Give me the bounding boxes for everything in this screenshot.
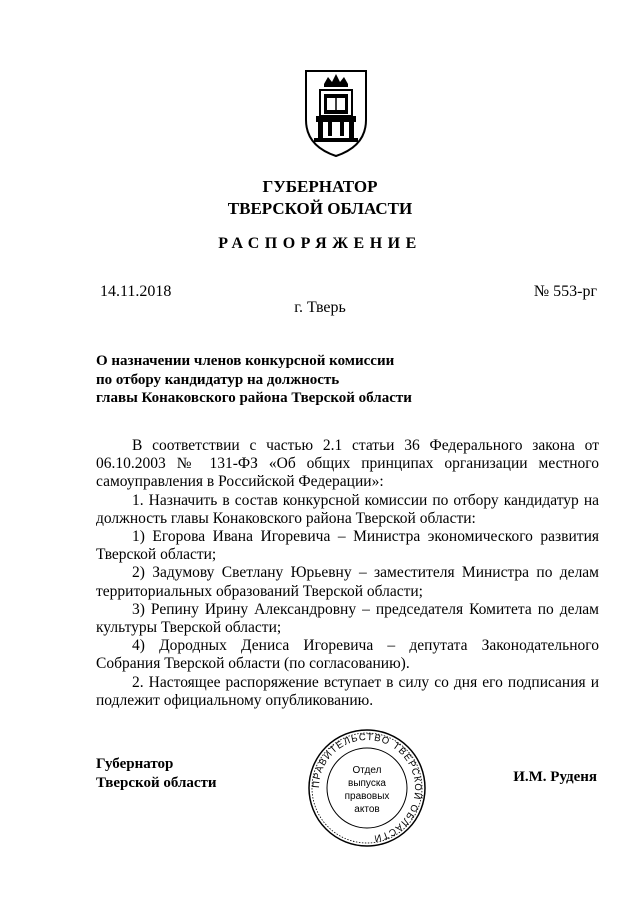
signatory-position: [96, 755, 217, 793]
body-paragraph: 2. Настоящее распоряжение вступает в силу со дня его подписания и подлежит официальному опубликованию.: [96, 673, 599, 709]
document-body: [96, 437, 599, 710]
issuer-title-line2: ТВЕРСКОЙ ОБЛАСТИ: [227, 199, 413, 218]
stamp-center-line: Отдел: [352, 765, 382, 776]
document-city: г. Тверь: [294, 299, 346, 316]
body-paragraph: 1) Егорова Ивана Игоревича – Министра экономического развития Тверской области;: [96, 528, 599, 564]
signatory-name: И.М. Руденя: [513, 769, 597, 785]
document-date: 14.11.2018: [100, 283, 172, 300]
stamp-center-line: правовых: [344, 791, 390, 802]
subject-line: О назначении членов конкурсной комиссии: [96, 353, 395, 369]
body-paragraph: В соответствии с частью 2.1 статьи 36 Федерального закона от 06.10.2003 № 131-ФЗ «Об общих принципах организации местного самоуправления в Российской Федерации»:: [96, 437, 599, 491]
issuer-title-line1: ГУБЕРНАТОР: [262, 177, 378, 196]
stamp-center-line: актов: [354, 804, 380, 815]
body-paragraph: 2) Задумову Светлану Юрьевну – заместителя Министра по делам территориальных образований Тверской области;: [96, 564, 599, 600]
stamp-center-line: выпуска: [348, 778, 386, 789]
body-paragraph: 4) Дородных Дениса Игоревича – депутата Законодательного Собрания Тверской области (по согласованию).: [96, 637, 599, 673]
stamp-center-text: [324, 764, 410, 816]
signatory-position-line: Губернатор: [96, 756, 174, 772]
document-number: № 553-рг: [533, 283, 597, 300]
body-paragraph: 1. Назначить в состав конкурсной комиссии по отбору кандидатур на должность главы Конаковского района Тверской области:: [96, 491, 599, 527]
document-subject: [96, 352, 412, 408]
subject-line: главы Конаковского района Тверской области: [96, 390, 412, 406]
body-paragraph: 3) Репину Ирину Александровну – председателя Комитета по делам культуры Тверской области;: [96, 600, 599, 637]
signatory-position-line: Тверской области: [96, 775, 217, 791]
stamp-ring-text: ПРАВИТЕЛЬСТВО ТВЕРСКОЙ ОБЛАСТИ: [310, 731, 424, 844]
subject-line: по отбору кандидатур на должность: [96, 371, 340, 388]
document-type: РАСПОРЯЖЕНИЕ: [218, 235, 422, 252]
coat-of-arms-emblem: [302, 68, 370, 158]
